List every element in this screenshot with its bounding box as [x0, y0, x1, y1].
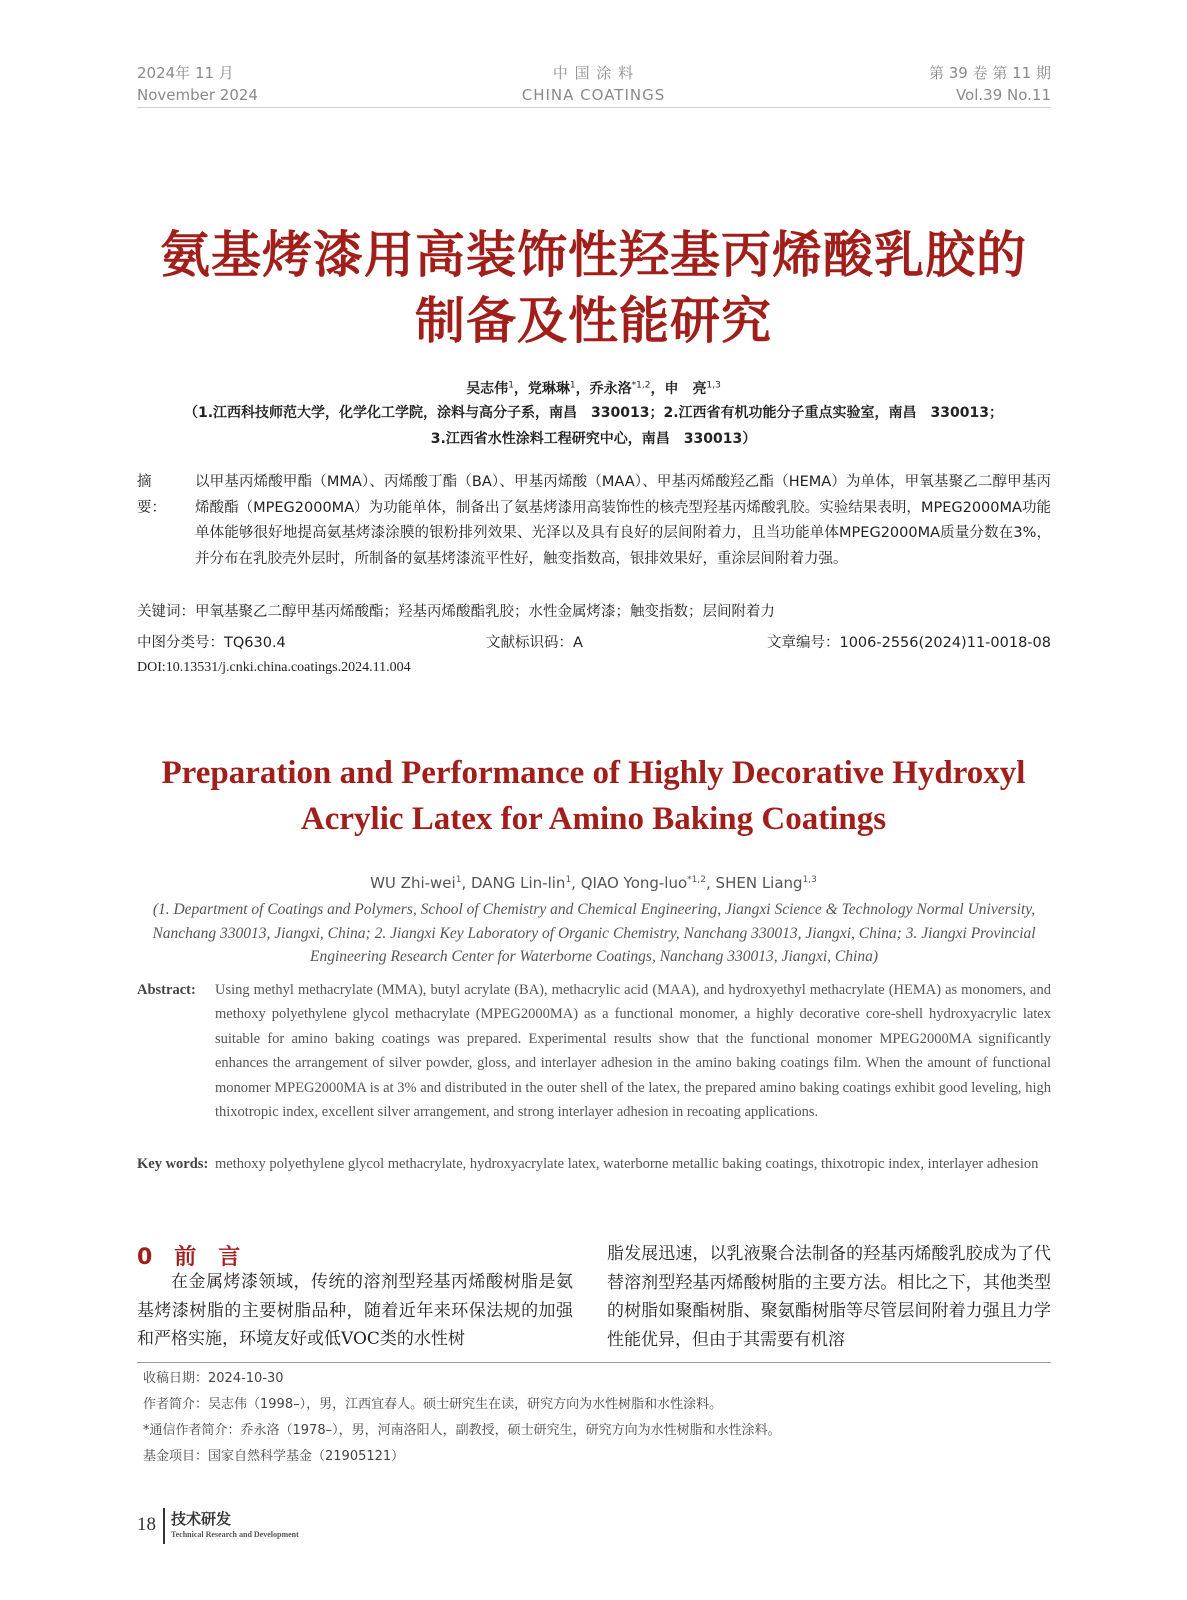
cn-author-separator: ， [650, 381, 665, 397]
clc-number: 中图分类号：TQ630.4 [137, 635, 286, 651]
cn-author-name: 申 亮 [664, 381, 707, 397]
en-keywords-text: methoxy polyethylene glycol methacrylate, hydroxyacrylate latex, waterborne metallic baking coatings, thixotropic index, interlayer adhesion [215, 1156, 1039, 1172]
cn-keywords [137, 600, 775, 621]
cn-author-name: 乔永洛 [589, 381, 632, 397]
header-date-cn: 2024年 11 月 [137, 64, 234, 82]
footer-column-en: Technical Research and Development [171, 1530, 299, 1539]
cn-abstract [137, 470, 1051, 572]
en-author-separator: , [706, 874, 716, 892]
cn-keywords-label: 关键词： [137, 604, 195, 620]
en-keywords [137, 1152, 1051, 1176]
section-heading: 0 前 言 [137, 1245, 241, 1270]
en-abstract-label: Abstract: [137, 982, 196, 998]
header-volume [929, 62, 1051, 106]
en-affiliations: (1. Department of Coatings and Polymers, School of Chemistry and Chemical Engineering, Jiangxi Science & Technology Normal University, Nanchang 330013, Jiangxi, China; 2. Jiangxi Key Laboratory of Organic Chemistry, Nanchang 330013, Jiangxi, China; 3. Jiangxi Provincial Engineering Research Center for Waterborne Coatings, Nanchang 330013, Jiangxi, China) [152, 901, 1036, 965]
cn-author-separator: ， [575, 381, 590, 397]
cn-author-affil-mark: 1,3 [706, 380, 721, 391]
footnote-fund: 基金项目：国家自然科学基金（21905121） [143, 1449, 405, 1464]
header-date-en: November 2024 [137, 86, 258, 104]
header-volume-en: Vol.39 No.11 [955, 86, 1051, 104]
en-author-separator: , [571, 874, 581, 892]
document-code: 文献标识码：A [486, 635, 583, 651]
body-column-left [137, 1268, 573, 1354]
header-divider [137, 107, 1051, 108]
article-number: 文章编号：1006-2556(2024)11-0018-08 [766, 635, 1051, 651]
cn-title-line2: 制备及性能研究 [415, 292, 772, 350]
en-author-affil-mark: 1 [455, 875, 462, 885]
cn-abstract-label: 摘 要： [137, 474, 166, 516]
en-author-name: DANG Lin-lin [470, 874, 566, 892]
cn-title-line1: 氨基烤漆用高装饰性羟基丙烯酸乳胶的 [160, 226, 1027, 284]
cn-author-name: 党琳琳 [527, 381, 570, 397]
en-title-line1: Preparation and Performance of Highly Decorative Hydroxyl [161, 755, 1026, 791]
footer-column-cn: 技术研发 [171, 1510, 232, 1528]
en-author-name: QIAO Yong-luo [580, 874, 688, 892]
cn-title [80, 222, 1107, 354]
cn-keywords-text: 甲氧基聚乙二醇甲基丙烯酸酯；羟基丙烯酸酯乳胶；水性金属烤漆；触变指数；层间附着力 [195, 604, 775, 620]
page-number: 18 [137, 1514, 156, 1535]
cn-affil-line2: 3.江西省水性涂料工程研究中心，南昌 330013） [430, 431, 757, 447]
en-author-name: WU Zhi-wei [370, 874, 456, 892]
body-column-right [607, 1240, 1051, 1354]
en-title [60, 750, 1127, 842]
cn-authors [0, 378, 1187, 398]
footnote-author-bio: 作者简介：吴志伟（1998–），男，江西宜春人。硕士研究生在读，研究方向为水性树脂和水性涂料。 [143, 1397, 723, 1412]
cn-affiliations [150, 400, 1037, 452]
en-keywords-label: Key words: [137, 1156, 209, 1172]
en-abstract-text: Using methyl methacrylate (MMA), butyl acrylate (BA), methacrylic acid (MAA), and hydroxyethyl methacrylate (HEMA) as monomers, and methoxy polyethylene glycol methacrylate (MPEG2000MA) as a functional monomer, a highly decorative core-shell hydroxyacrylic latex suitable for amino baking coatings was prepared. Experimental results show that the functional monomer MPEG2000MA significantly enhances the arrangement of silver powder, gloss, and interlayer adhesion in the amino baking coatings film. When the amount of functional monomer MPEG2000MA is at 3% and distributed in the outer shell of the latex, the prepared amino baking coatings exhibit good leveling, high thixotropic index, excellent silver arrangement, and strong interlayer adhesion in recoating applications. [215, 982, 1051, 1121]
en-author-affil-mark: 1 [565, 875, 572, 885]
cn-author-separator: ， [513, 381, 528, 397]
header-journal-en: CHINA COATINGS [521, 86, 666, 104]
body-paragraph-right: 脂发展迅速，以乳液聚合法制备的羟基丙烯酸乳胶成为了代替溶剂型羟基丙烯酸树脂的主要方法。相比之下，其他类型的树脂如聚酯树脂、聚氨酯树脂等尽管层间附着力强且力学性能优异，但由于其需要有机溶 [607, 1244, 1051, 1350]
footnote-corresponding: *通信作者简介：乔永洛（1978–），男，河南洛阳人，副教授，硕士研究生，研究方向为水性树脂和水性涂料。 [143, 1423, 781, 1438]
en-title-line2: Acrylic Latex for Amino Baking Coatings [300, 801, 887, 837]
cn-author-affil-mark: *1,2 [631, 380, 651, 391]
doi: DOI:10.13531/j.cnki.china.coatings.2024.11.004 [137, 660, 411, 675]
en-author-affil-mark: 1,3 [802, 875, 817, 885]
cn-author-affil-mark: 1 [508, 380, 514, 391]
en-abstract [137, 978, 1051, 1124]
cn-affil-line1: （1.江西科技师范大学，化学化工学院，涂料与高分子系，南昌 330013；2.江西省有机功能分子重点实验室，南昌 330013； [183, 405, 1003, 421]
en-author-separator: , [461, 874, 471, 892]
cn-author-name: 吴志伟 [466, 381, 509, 397]
en-authors [0, 874, 1187, 892]
header-journal-cn: 中 国 涂 料 [552, 64, 635, 82]
en-author-name: SHEN Liang [715, 874, 803, 892]
cn-author-affil-mark: 1 [569, 380, 576, 391]
footnote-divider [137, 1362, 1051, 1363]
footer-divider [163, 1508, 165, 1544]
footnote-received: 收稿日期：2024-10-30 [143, 1371, 284, 1386]
header-volume-cn: 第 39 卷 第 11 期 [928, 64, 1051, 82]
cn-abstract-text: 以甲基丙烯酸甲酯（MMA）、丙烯酸丁酯（BA）、甲基丙烯酸（MAA）、甲基丙烯酸羟乙酯（HEMA）为单体，甲氧基聚乙二醇甲基丙烯酸酯（MPEG2000MA）为功能单体，制备出了氨基烤漆用高装饰性的核壳型羟基丙烯酸乳胶。实验结果表明，MPEG2000MA功能单体能够很好地提高氨基烤漆涂膜的银粉排列效果、光泽以及具有良好的层间附着力，且当功能单体MPEG2000MA质量分数在3%，并分布在乳胶壳外层时，所制备的氨基烤漆流平性好，触变指数高，银排效果好，重涂层间附着力强。 [195, 474, 1051, 567]
body-paragraph-left: 在金属烤漆领域，传统的溶剂型羟基丙烯酸树脂是氨基烤漆树脂的主要树脂品种，随着近年来环保法规的加强和严格实施，环境友好或低VOC类的水性树 [137, 1272, 573, 1349]
en-author-affil-mark: *1,2 [687, 875, 706, 885]
